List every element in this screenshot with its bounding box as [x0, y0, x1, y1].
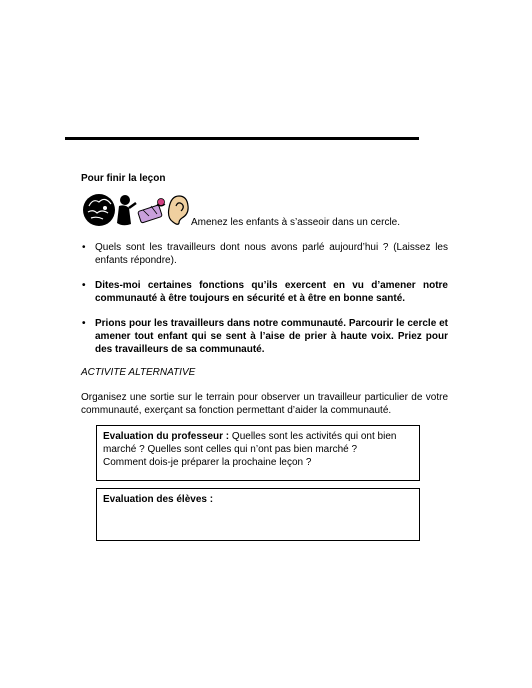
puzzle-icon [138, 199, 165, 224]
intro-text: Amenez les enfants à s’asseoir dans un cercle. [191, 217, 400, 228]
student-evaluation-label: Evaluation des élèves : [103, 494, 214, 505]
list-item: • Dites-moi certaines fonctions qu’ils exercent en vu d’amener notre communauté à être toujours en sécurité et à être en bonne santé. [81, 279, 448, 305]
praying-icon [117, 195, 136, 225]
ear-icon [169, 196, 189, 224]
thinking-icon [83, 194, 115, 226]
teacher-evaluation-question: Quelles sont les activités qui ont bien marché ? Quelles sont celles qui n’ont pas bien marché ? [103, 431, 397, 455]
teacher-evaluation-question-2: Comment dois-je préparer la prochaine leçon ? [103, 457, 312, 468]
activity-icons [81, 192, 189, 228]
section-title: Pour finir la leçon [81, 173, 166, 184]
list-item: • Prions pour les travailleurs dans notre communauté. Parcourir le cercle et amener tout enfant qui se sent à l’aise de prier à haute voix. Priez pour des travailleurs de sa communauté. [81, 317, 448, 356]
alternative-text: Organisez une sortie sur le terrain pour observer un travailleur particulier de votre communauté, exerçant sa fonction permettant d’aider la communauté. [81, 392, 448, 416]
student-evaluation-box [96, 488, 420, 541]
teacher-evaluation-box [96, 425, 420, 481]
list-item: • Quels sont les travailleurs dont nous avons parlé aujourd’hui ? (Laissez les enfants répondre). [81, 241, 448, 267]
alternative-title: ACTIVITE ALTERNATIVE [81, 367, 196, 378]
teacher-evaluation-text [103, 430, 413, 456]
bullet-list [81, 241, 448, 368]
teacher-evaluation-label: Evaluation du professeur : [103, 431, 230, 442]
horizontal-rule [65, 137, 419, 140]
